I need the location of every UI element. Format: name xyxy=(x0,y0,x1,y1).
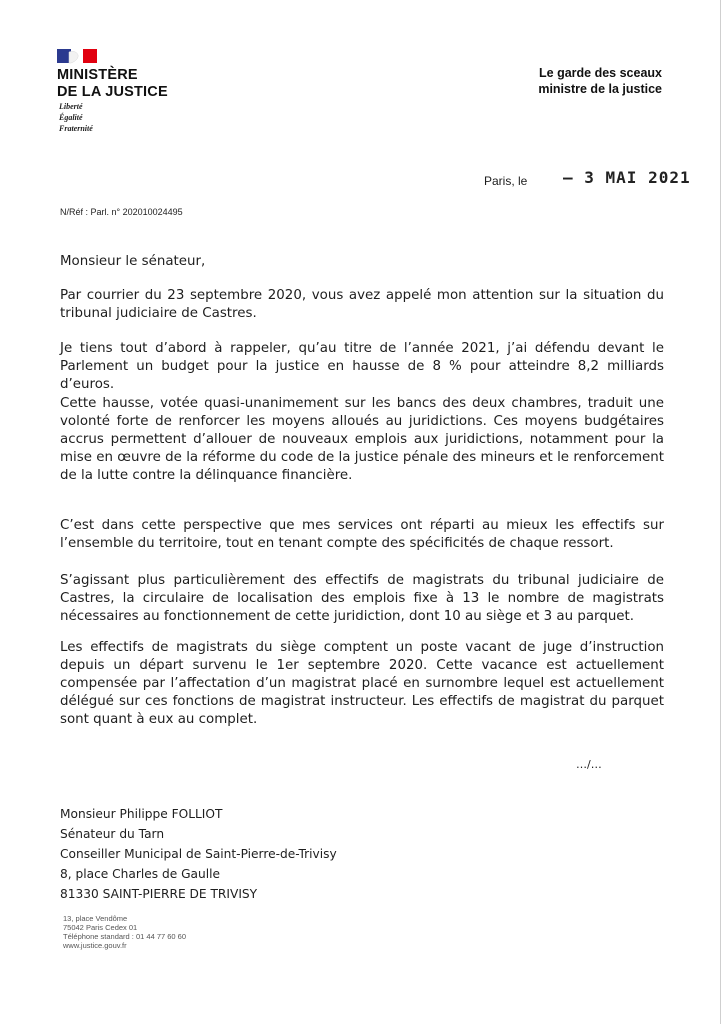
ministry-name-line1: MINISTÈRE xyxy=(57,67,138,83)
recipient-function: Conseiller Municipal de Saint-Pierre-de-Trivisy xyxy=(60,847,337,861)
sender-title-line2: ministre de la justice xyxy=(538,82,662,96)
place-label: Paris, le xyxy=(484,174,528,188)
paragraph-4: C’est dans cette perspective que mes services ont réparti au mieux les effectifs sur l’ensemble du territoire, tout en tenant compte des spécificités de chaque ressort. xyxy=(60,518,664,551)
paragraph-1: Par courrier du 23 septembre 2020, vous avez appelé mon attention sur la situation du tribunal judiciaire de Castres. xyxy=(60,288,664,321)
motto-fraternite: Fraternité xyxy=(59,124,93,133)
marianne-logo xyxy=(57,47,97,65)
motto-egalite: Égalité xyxy=(59,113,83,122)
recipient-name: Monsieur Philippe FOLLIOT xyxy=(60,807,223,821)
reference-number: N/Réf : Parl. n° 202010024495 xyxy=(60,207,183,217)
recipient-title: Sénateur du Tarn xyxy=(60,827,165,841)
footer-website: www.justice.gouv.fr xyxy=(63,941,127,950)
paragraph-6: Les effectifs de magistrats du siège comptent un poste vacant de juge d’instruction depuis un départ survenu le 1er septembre 2020. Cette vacance est actuellement compensée par l’affectation d’un magistrat placé en surnombre lequel est actuellement délégué sur ces fonctions de magistrat instructeur. Les effectifs de magistrat du parquet sont quant à eux au complet. xyxy=(60,640,664,727)
date-stamp: – 3 MAI 2021 xyxy=(563,168,691,187)
paragraph-5: S’agissant plus particulièrement des effectifs de magistrats du tribunal judiciaire de Castres, la circulaire de localisation des emplois fixe à 13 le nombre de magistrats nécessaires au fonctionnement de cette juridiction, dont 10 au siège et 3 au parquet. xyxy=(60,573,664,624)
paragraph-2: Je tiens tout d’abord à rappeler, qu’au titre de l’année 2021, j’ai défendu devant le Parlement un budget pour la justice en hausse de 8 % pour atteindre 8,2 milliards d’euros. xyxy=(60,341,664,392)
footer-address-line1: 13, place Vendôme xyxy=(63,914,128,923)
recipient-street: 8, place Charles de Gaulle xyxy=(60,867,221,881)
salutation: Monsieur le sénateur, xyxy=(60,254,206,269)
ministry-name-line2: DE LA JUSTICE xyxy=(57,84,168,100)
sender-title-line1: Le garde des sceaux xyxy=(539,66,662,80)
motto-liberte: Liberté xyxy=(59,102,83,111)
paragraph-3: Cette hausse, votée quasi-unanimement sur les bancs des deux chambres, traduit une volonté forte de renforcer les moyens alloués au juridictions. Ces moyens budgétaires accrus permettent d’allouer de nouveaux emplois aux juridictions, notamment pour la mise en œuvre de la réforme du code de la justice pénale des mineurs et le renforcement de la lutte contre la délinquance financière. xyxy=(60,396,664,483)
continuation-mark: …/… xyxy=(576,758,602,771)
footer-phone: Téléphone standard : 01 44 77 60 60 xyxy=(63,932,187,941)
scan-edge-line xyxy=(720,0,721,1024)
recipient-city: 81330 SAINT-PIERRE DE TRIVISY xyxy=(60,887,258,901)
footer-address-line2: 75042 Paris Cedex 01 xyxy=(63,923,138,932)
